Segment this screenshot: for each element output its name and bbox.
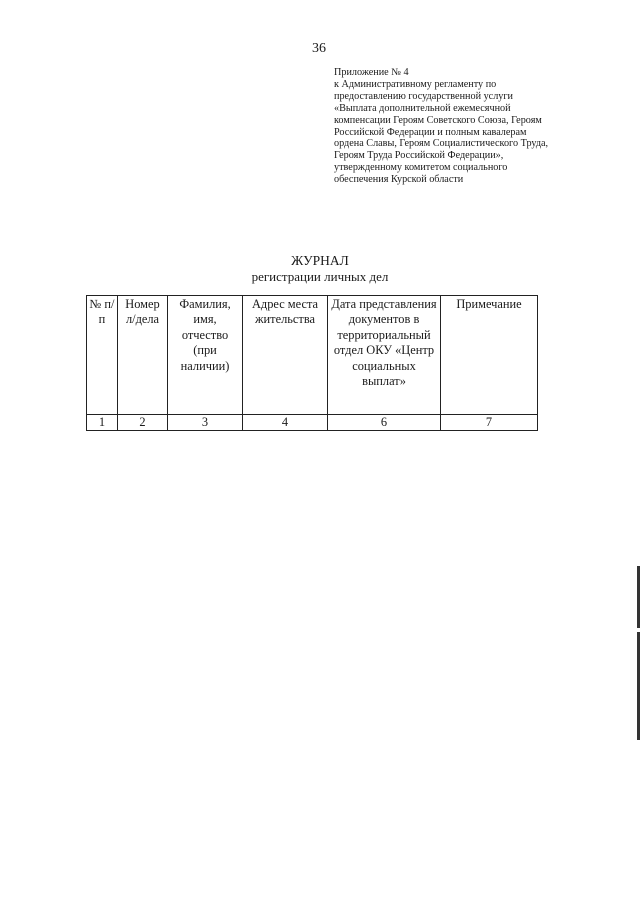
appendix-line: «Выплата дополнительной ежемесячной xyxy=(334,102,511,114)
header-full-name: Фамилия, имя, отчество (при наличии) xyxy=(168,296,243,415)
appendix-line: Приложение № 4 xyxy=(334,67,409,78)
header-number: № п/п xyxy=(87,296,118,415)
appendix-line: предоставлению государственной услуги xyxy=(334,90,514,102)
appendix-line: обеспечения Курской области xyxy=(334,174,464,186)
column-number-cell: 2 xyxy=(118,415,168,431)
journal-subtitle: регистрации личных дел xyxy=(251,269,389,284)
appendix-header xyxy=(334,67,574,186)
column-number-cell: 7 xyxy=(441,415,538,431)
appendix-line: Героям Труда Российской Федерации», xyxy=(334,150,504,162)
journal-title: ЖУРНАЛ xyxy=(291,253,349,268)
header-case-number: Номер л/дела xyxy=(118,296,168,415)
appendix-line: ордена Славы, Героям Социалистического Труда, xyxy=(334,138,549,150)
header-submission-date: Дата представления документов в территориальный отдел ОКУ «Центр социальных выплат» xyxy=(328,296,441,415)
registration-table xyxy=(86,295,538,431)
column-number-cell: 3 xyxy=(168,415,243,431)
header-note: Примечание xyxy=(441,296,538,415)
appendix-line: к Административному регламенту по xyxy=(334,78,497,90)
column-number-cell: 1 xyxy=(87,415,118,431)
appendix-line: компенсации Героям Советского Союза, Героям xyxy=(334,114,542,126)
page-number: 36 xyxy=(312,41,326,56)
column-number-cell: 4 xyxy=(243,415,328,431)
appendix-line: Российской Федерации и полным кавалерам xyxy=(334,126,527,138)
table-header-row xyxy=(87,296,538,415)
table-row xyxy=(87,415,538,431)
appendix-line: утвержденному комитетом социального xyxy=(334,162,508,174)
header-address: Адрес места жительства xyxy=(243,296,328,415)
column-number-cell: 6 xyxy=(328,415,441,431)
